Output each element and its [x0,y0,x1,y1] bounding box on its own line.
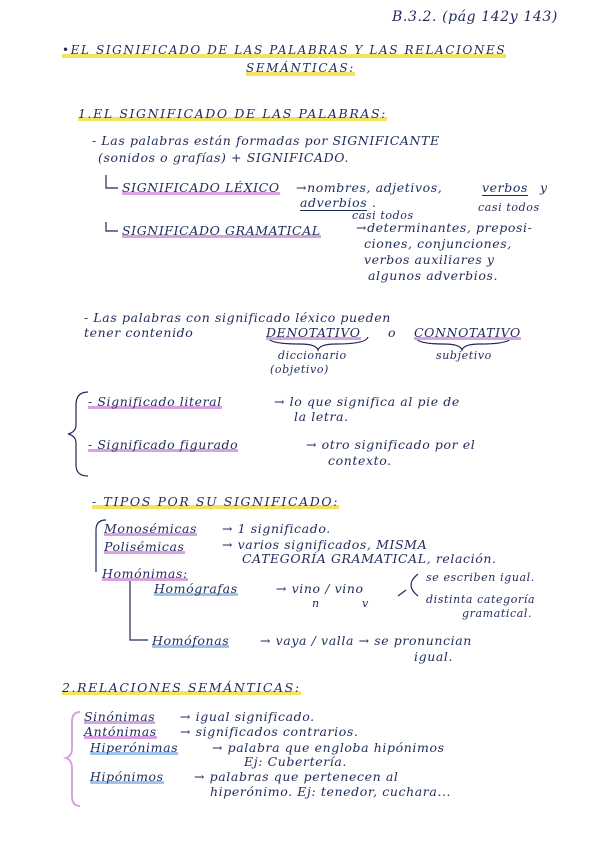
se-escriben-igual: se escriben igual. [426,571,535,584]
diccionario: diccionario [278,349,347,362]
vino-verb: v [362,597,369,610]
gramatical-line-2: ciones, conjunciones, [364,236,512,251]
homofonas-igual: igual. [414,649,454,664]
casi-todos-verbos: casi todos [478,201,540,214]
conjuncion-o: o [388,325,397,340]
antonimas-text: → significados contrarios. [180,724,359,739]
label-significado-gramatical: SIGNIFICADO GRAMATICAL [122,223,321,238]
antonimas-label: Antónimas [84,724,157,739]
polisemicas-line-1: → varios significados, MISMA [222,537,428,552]
homofonas-text: → vaya / valla → se pronuncian [260,633,472,648]
subjetivo: subjetivo [436,349,492,362]
page-reference: B.3.2. (pág 142y 143) [392,9,558,25]
sinonimas-text: → igual significado. [180,709,315,724]
significado-figurado-label: - Significado figurado [88,437,239,452]
homonimas-label: Homónimas: [102,566,188,581]
hiponimos-label: Hipónimos [90,769,164,784]
contenido-line-2: tener contenido [84,325,194,340]
figurado-line-1: → otro significado por el [306,437,476,452]
hiperonimas-line-1: → palabra que engloba hipónimos [212,740,445,755]
denotativo: DENOTATIVO [266,325,361,340]
lexico-dot: . [372,195,377,210]
hiperonimas-label: Hiperónimas [90,740,179,755]
hiponimos-line-2: hiperónimo. Ej: tenedor, cuchara... [210,784,452,799]
brace-literal-figurado [68,392,88,476]
page-title-line1: •EL SIGNIFICADO DE LAS PALABRAS Y LAS RELACIONES [62,43,507,57]
significado-literal-label: - Significado literal [88,394,222,409]
page-title-line2: SEMÁNTICAS: [246,61,355,75]
literal-line-2: la letra. [294,409,349,424]
label-significado-lexico: SIGNIFICADO LÉXICO [122,180,280,195]
hiperonimas-line-2: Ej: Cubertería. [244,754,347,769]
gramatical-line-1: →determinantes, preposi- [356,220,533,235]
hiponimos-line-1: → palabras que pertenecen al [194,769,399,784]
brace-vino [411,574,418,596]
brace-relaciones [66,712,80,806]
tipos-heading: - TIPOS POR SU SIGNIFICADO: [92,494,340,509]
monosemicas-text: → 1 significado. [222,521,331,536]
gramatical-line-4: algunos adverbios. [368,268,499,283]
literal-line-1: → lo que significa al pie de [274,394,460,409]
sinonimas-label: Sinónimas [84,709,156,724]
figurado-line-2: contexto. [328,453,392,468]
intro-line-2: (sonidos o grafías) + SIGNIFICADO. [98,150,349,165]
lexico-y: y [540,180,548,195]
polisemicas-line-2: CATEGORÍA GRAMATICAL, relación. [242,551,497,566]
lexico-verbos: verbos [482,180,528,195]
objetivo: (objetivo) [270,363,329,376]
section-2-heading: 2.RELACIONES SEMÁNTICAS: [62,680,301,695]
gramatical-word: gramatical. [462,607,533,620]
polisemicas-label: Polisémicas [104,539,185,554]
contenido-line-1: - Las palabras con significado léxico pueden [84,310,391,325]
homonimas-branch [130,580,148,640]
gramatical-line-3: verbos auxiliares y [364,252,495,267]
vino-noun: n [312,597,320,610]
casi-todos-adverbios: casi todos [352,209,414,222]
homofonas-label: Homófonas [152,633,230,648]
lexico-text: →nombres, adjetivos, [296,180,443,195]
lexico-adverbios: adverbios [300,195,368,210]
intro-line-1: - Las palabras están formadas por SIGNIFICANTE [92,133,440,148]
corner-arrow-lexico [106,175,118,188]
section-1-heading: 1.EL SIGNIFICADO DE LAS PALABRAS: [78,106,387,121]
corner-arrow-gramatical [106,222,118,231]
homografas-label: Homógrafas [154,581,238,596]
connotativo: CONNOTATIVO [414,325,521,340]
monosemicas-label: Monosémicas [104,521,198,536]
homografas-vino: → vino / vino [276,581,364,596]
distinta-categoria: distinta categoría [426,593,536,606]
